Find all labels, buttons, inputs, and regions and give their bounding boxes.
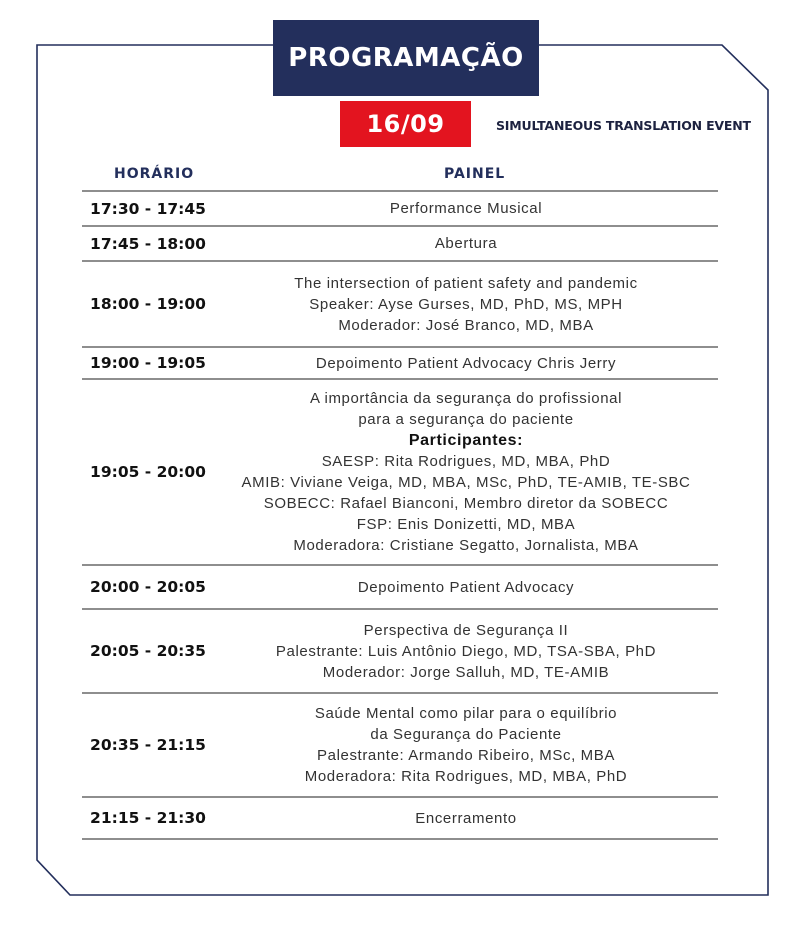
row-panel	[214, 620, 718, 683]
schedule-row	[82, 692, 718, 796]
row-panel	[214, 353, 718, 374]
panel-line: Abertura	[434, 235, 498, 252]
schedule-row	[82, 346, 718, 378]
panel-line: Moderadora: Cristiane Segatto, Jornalista, MBA	[293, 537, 639, 554]
panel-line: Encerramento	[415, 809, 517, 827]
event-label: SIMULTANEOUS TRANSLATION EVENT	[496, 118, 751, 133]
schedule-row	[82, 608, 718, 692]
schedule-row	[82, 260, 718, 346]
panel-line: SAESP: Rita Rodrigues, MD, MBA, PhD	[321, 453, 611, 470]
panel-line: Speaker: Ayse Gurses, MD, PhD, MS, MPH	[309, 295, 623, 313]
row-time: 19:00 - 19:05	[90, 354, 206, 372]
row-panel	[214, 703, 718, 787]
panel-line: Moderador: Jorge Salluh, MD, TE-AMIB	[322, 663, 610, 681]
panel-line: AMIB: Viviane Veiga, MD, MBA, MSc, PhD, TE-AMIB, TE-SBC	[241, 474, 691, 491]
column-header-panel: PAINEL	[444, 166, 506, 182]
row-time: 20:35 - 21:15	[90, 736, 206, 754]
panel-line: Performance Musical	[389, 200, 543, 217]
panel-line: SOBECC: Rafael Bianconi, Membro diretor da SOBECC	[263, 495, 669, 512]
schedule-row	[82, 796, 718, 838]
table-bottom-rule	[82, 838, 718, 840]
panel-line: Perspectiva de Segurança II	[363, 621, 569, 639]
panel-line: FSP: Enis Donizetti, MD, MBA	[356, 516, 576, 533]
schedule-row	[82, 378, 718, 564]
panel-line: Moderadora: Rita Rodrigues, MD, MBA, PhD	[304, 768, 628, 785]
row-time: 20:00 - 20:05	[90, 578, 206, 596]
row-time: 20:05 - 20:35	[90, 642, 206, 660]
row-time: 19:05 - 20:00	[90, 463, 206, 481]
schedule-row	[82, 190, 718, 225]
row-time: 17:30 - 17:45	[90, 199, 206, 218]
panel-line: Participantes:	[408, 432, 524, 449]
panel-line: The intersection of patient safety and pandemic	[294, 274, 638, 292]
row-panel	[214, 577, 718, 598]
panel-line: Moderador: José Branco, MD, MBA	[338, 316, 594, 334]
row-panel	[214, 273, 718, 336]
row-panel	[214, 388, 718, 556]
panel-line: Depoimento Patient Advocacy	[357, 578, 575, 596]
row-time: 21:15 - 21:30	[90, 809, 206, 827]
panel-line: para a segurança do paciente	[358, 411, 574, 428]
panel-line: Depoimento Patient Advocacy Chris Jerry	[315, 354, 617, 372]
panel-line: da Segurança do Paciente	[370, 726, 562, 743]
column-header-time: HORÁRIO	[114, 166, 195, 182]
panel-line: Saúde Mental como pilar para o equilíbrio	[314, 705, 618, 722]
program-title: PROGRAMAÇÃO	[273, 20, 539, 96]
date-badge: 16/09	[340, 101, 471, 147]
schedule-row	[82, 225, 718, 260]
row-time: 17:45 - 18:00	[90, 234, 206, 253]
panel-line: Palestrante: Luis Antônio Diego, MD, TSA-SBA, PhD	[275, 642, 657, 660]
row-time: 18:00 - 19:00	[90, 295, 206, 313]
schedule-row	[82, 564, 718, 608]
row-panel	[214, 233, 718, 254]
panel-line: Palestrante: Armando Ribeiro, MSc, MBA	[317, 747, 615, 764]
row-panel	[214, 808, 718, 829]
panel-line: A importância da segurança do profissional	[309, 390, 623, 407]
row-panel	[214, 198, 718, 219]
